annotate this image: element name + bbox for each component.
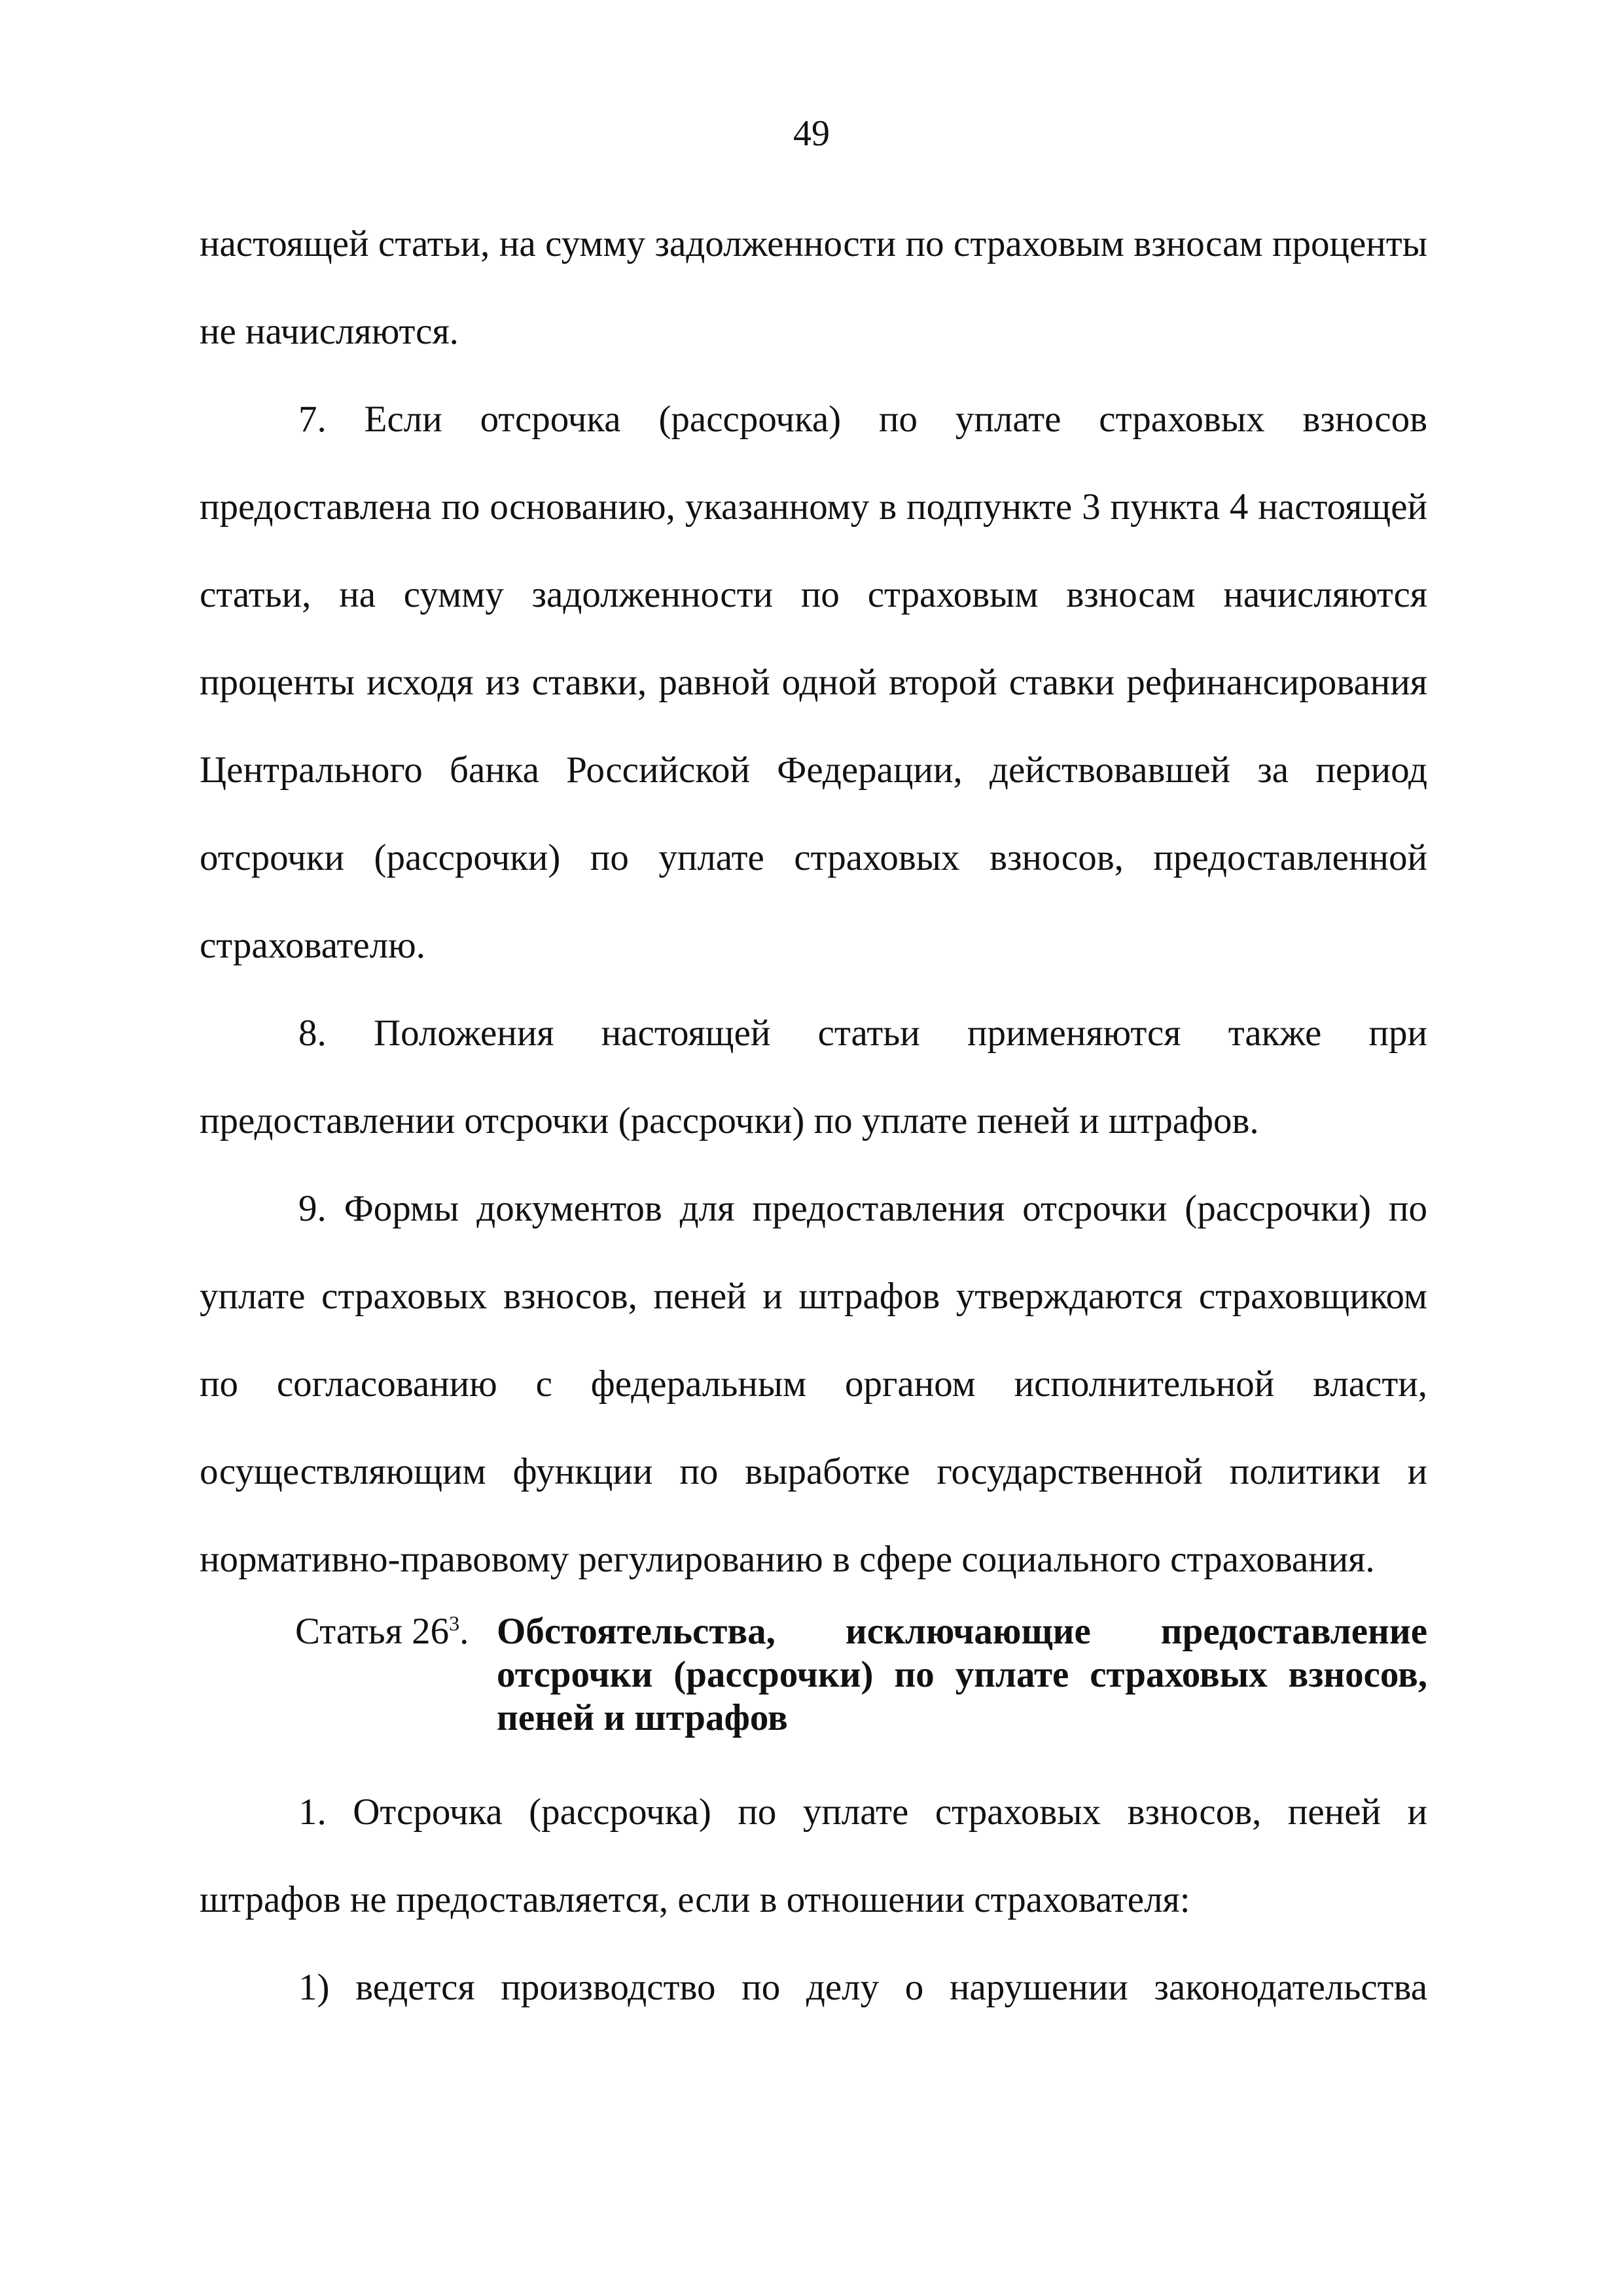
article-title: Обстоятельства, исключающие предоставление отсрочки (рассрочки) по уплате страховых взносов, пеней и штрафов <box>497 1611 1427 1738</box>
paragraph-item-7: 7. Если отсрочка (рассрочка) по уплате страховых взносов предоставлена по основанию, указанному в подпункте 3 пункта 4 настоящей статьи, на сумму задолженности по страховым взносам начисляются проценты исходя из ставки, равной одной второй ставки рефинансирования Центрального банка Российской Федерации, действовавшей за период отсрочки (рассрочки) по уплате страховых взносов, предоставленной страхователю. <box>200 399 1427 966</box>
article-heading <box>200 1610 1427 1740</box>
paragraph-item-9: 9. Формы документов для предоставления отсрочки (рассрочки) по уплате страховых взносов, пеней и штрафов утверждаются страховщиком по согласованию с федеральным органом исполнительной власти, осуществляющим функции по выработке государственной политики и нормативно-правовому регулированию в сфере социального страхования. <box>200 1188 1427 1580</box>
document-body <box>200 200 1427 2032</box>
article-superscript: 3 <box>449 1611 460 1635</box>
paragraph-item-1: 1. Отсрочка (рассрочка) по уплате страховых взносов, пеней и штрафов не предоставляется, если в отношении страхователя: <box>200 1791 1427 1920</box>
article-number: Статья 26 <box>295 1611 450 1652</box>
paragraph-continuation: настоящей статьи, на сумму задолженности по страховым взносам проценты не начисляются. <box>200 223 1427 352</box>
page-number: 49 <box>793 113 830 154</box>
article-label <box>200 1610 497 1653</box>
paragraph-item-8: 8. Положения настоящей статьи применяются также при предоставлении отсрочки (рассрочки) по уплате пеней и штрафов. <box>200 1013 1427 1141</box>
article-label-suffix: . <box>459 1611 469 1652</box>
subparagraph-item-1: 1) ведется производство по делу о нарушении законодательства <box>298 1967 1427 2008</box>
